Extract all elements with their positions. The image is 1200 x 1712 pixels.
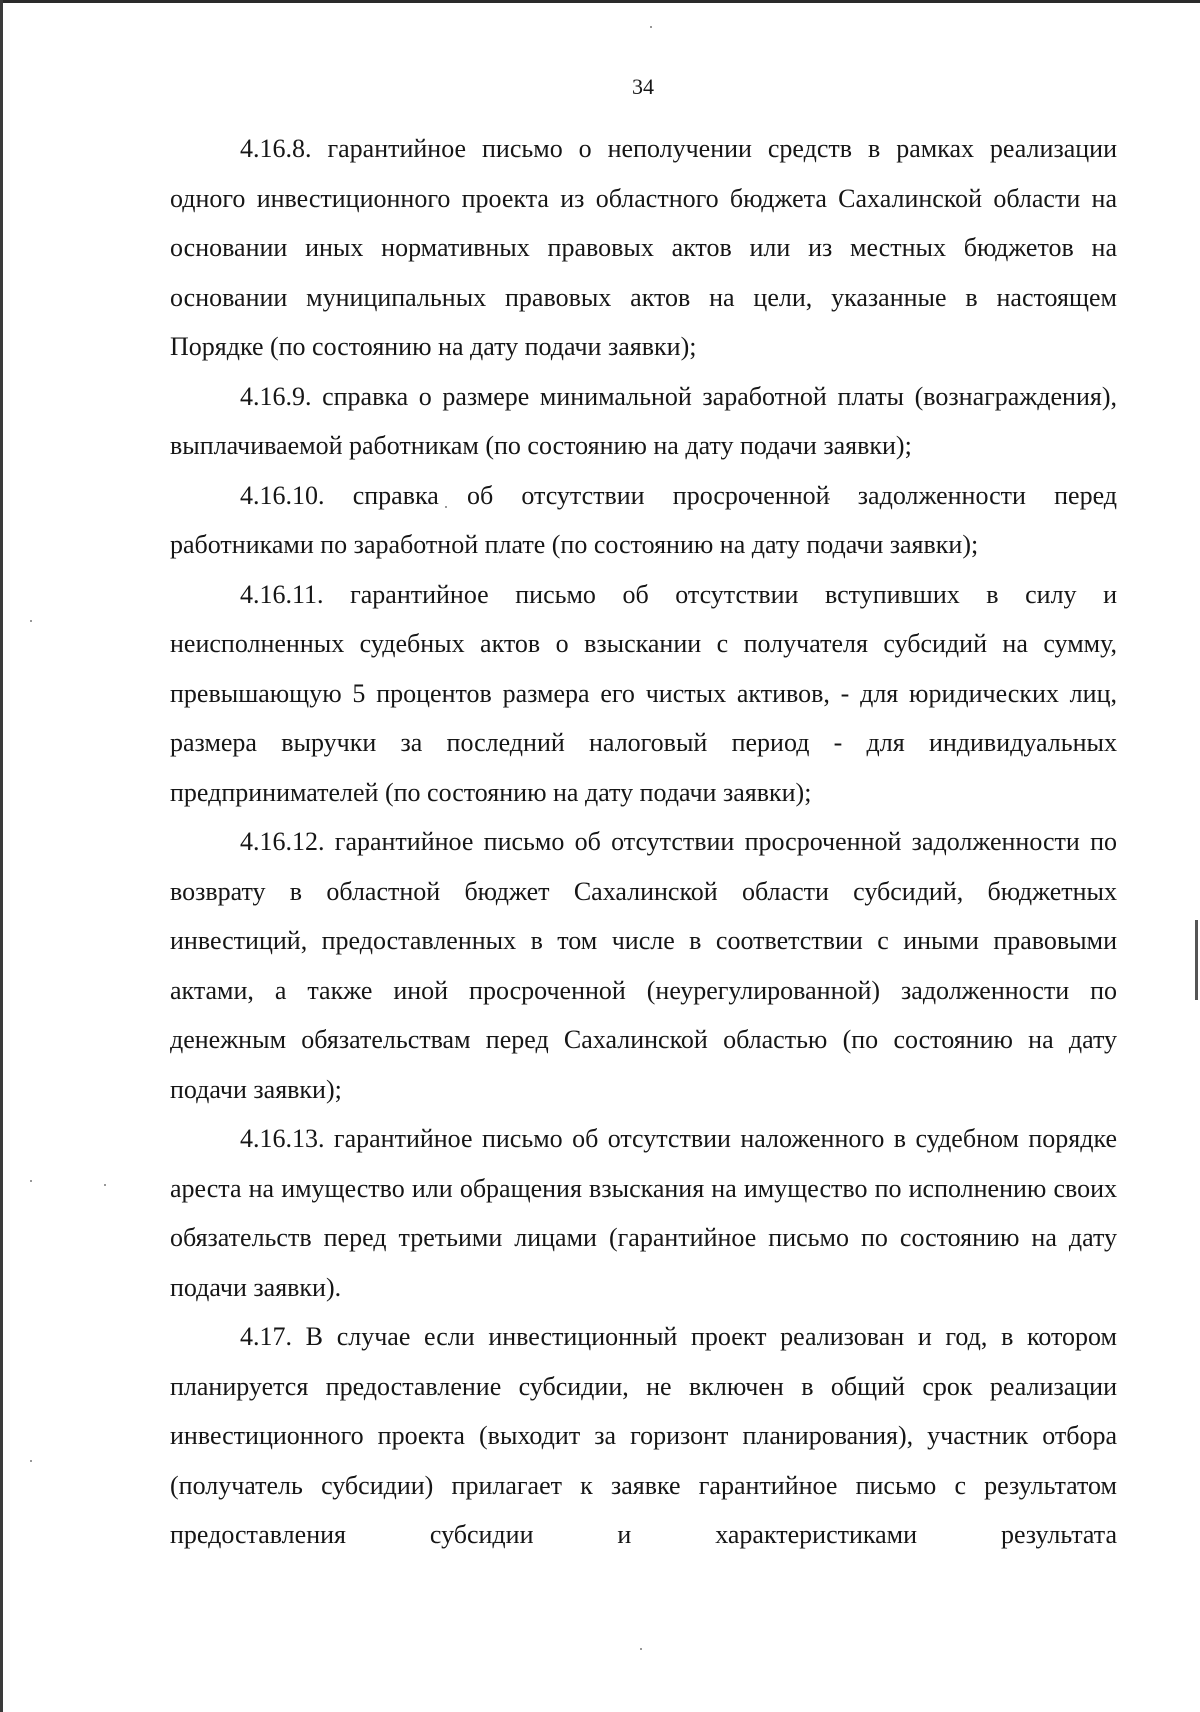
scan-speck — [104, 1184, 106, 1186]
paragraph-4-17: 4.17. В случае если инвестиционный проект реализован и год, в котором планируется предоставление субсидии, не включен в общий срок реализации инвестиционного проекта (выходит за горизонт планирования), участник отбора (получатель субсидии) прилагает к заявке гарантийное письмо с результатом предоставления субсидии и характеристиками результата — [170, 1322, 1117, 1549]
paragraph-4-16-11: 4.16.11. гарантийное письмо об отсутствии вступивших в силу и неисполненных судебных актов о взыскании с получателя субсидий на сумму, превышающую 5 процентов размера его чистых активов, - для юридических лиц, размера выручки за последний налоговый период - для индивидуальных предпринимателей (по состоянию на дату подачи заявки); — [170, 579, 1117, 807]
scan-right-mark — [1195, 920, 1198, 1000]
scan-speck — [650, 26, 652, 28]
scan-speck — [640, 1648, 642, 1650]
scan-speck — [30, 1180, 32, 1182]
scan-speck — [30, 620, 32, 622]
paragraph-4-16-12: 4.16.12. гарантийное письмо об отсутствии просроченной задолженности по возврату в областной бюджет Сахалинской области субсидий, бюджетных инвестиций, предоставленных в том числе в соответствии с иными правовыми актами, а также иной просроченной (неурегулированной) задолженности по денежным обязательствам перед Сахалинской областью (по состоянию на дату подачи заявки); — [170, 827, 1117, 1104]
paragraph-4-16-9: 4.16.9. справка о размере минимальной заработной платы (вознаграждения), выплачиваемой работникам (по состоянию на дату подачи заявки); — [170, 381, 1117, 460]
page-number: 34 — [632, 74, 654, 99]
paragraph-4-16-10: 4.16.10. справка об отсутствии просроченной задолженности перед работниками по заработной плате (по состоянию на дату подачи заявки); — [170, 480, 1117, 559]
paragraph-4-16-13: 4.16.13. гарантийное письмо об отсутствии наложенного в судебном порядке ареста на имущество или обращения взыскания на имущество по исполнению своих обязательств перед третьими лицами (гарантийное письмо по состоянию на дату подачи заявки). — [170, 1124, 1117, 1302]
paragraph-4-16-8: 4.16.8. гарантийное письмо о неполучении средств в рамках реализации одного инвестиционного проекта из областного бюджета Сахалинской области на основании иных нормативных правовых актов или из местных бюджетов на основании муниципальных правовых актов на цели, указанные в настоящем Порядке (по состоянию на дату подачи заявки); — [170, 134, 1117, 361]
scan-left-edge — [0, 0, 3, 1712]
scan-speck — [30, 1460, 32, 1462]
scan-top-edge — [0, 0, 1200, 3]
document-body — [170, 124, 1117, 1560]
